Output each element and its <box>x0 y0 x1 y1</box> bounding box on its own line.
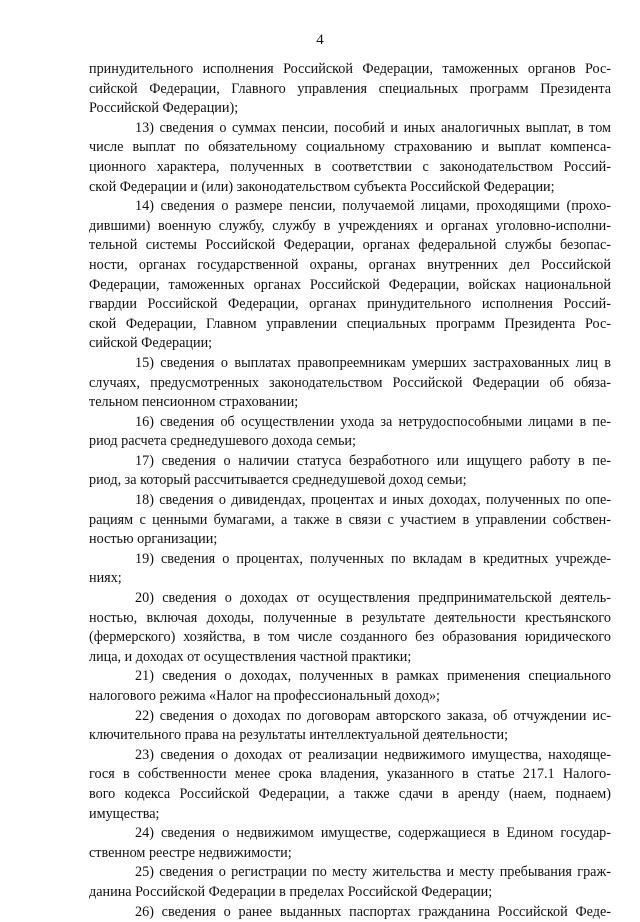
text-line: тельной системы Российской Федерации, органах федеральной службы безопас- <box>89 237 611 254</box>
text-line: налогового режима «Налог на профессиональный доход»; <box>89 688 440 704</box>
text-line: ности, органах государственной охраны, органах внутренних дел Российской <box>89 256 611 273</box>
paragraph <box>89 197 611 354</box>
text-line: ностью, включая доходы, полученные в результате деятельности крестьянского <box>89 609 611 626</box>
text-line: ской Федерации, Главном управлении специальных программ Президента Рос- <box>89 315 611 332</box>
paragraph <box>89 667 611 706</box>
text-line: 22) сведения о доходах по договорам авторского заказа, об отчуждении ис- <box>135 707 611 724</box>
text-line: (фермерского) хозяйства, в том числе созданного без образования юридического <box>89 629 611 646</box>
paragraph <box>89 413 611 452</box>
paragraph <box>89 707 611 746</box>
text-line: 16) сведения об осуществлении ухода за нетрудоспособными лицами в пе- <box>135 413 611 430</box>
text-line: 21) сведения о доходах, полученных в рамках применения специального <box>135 668 611 685</box>
page-number: 4 <box>316 32 324 48</box>
text-line: принудительного исполнения Российской Федерации, таможенных органов Рос- <box>89 61 611 77</box>
text-line: Российской Федерации); <box>89 100 239 117</box>
paragraph <box>89 60 611 119</box>
text-line: 14) сведения о размере пенсии, получаемой лицами, проходящими (прохо- <box>135 198 611 215</box>
text-line: риод, за который рассчитывается среднедушевой доход семьи; <box>89 472 467 489</box>
text-line: вого кодекса Российской Федерации, а также сдачи в аренду (наем, поднаем) <box>89 785 611 802</box>
text-line: гвардии Российской Федерации, органах принудительного исполнения Россий- <box>89 296 611 313</box>
text-line: данина Российской Федерации в пределах Российской Федерации; <box>89 883 493 900</box>
text-line: случаях, предусмотренных законодательством Российской Федерации об обяза- <box>89 374 611 391</box>
paragraph <box>89 491 611 550</box>
text-line: ключительного права на результаты интеллектуальной деятельности; <box>89 727 509 744</box>
text-line: дившими) военную службу, службу в учреждениях и органах уголовно-исполни- <box>89 217 611 234</box>
text-line: числе выплат по обязательному социальному страхованию и выплат компенса- <box>89 139 611 156</box>
text-line: ционного характера, полученных в соответствии с законодательством Россий- <box>89 158 611 175</box>
text-line: ственном реестре недвижимости; <box>89 844 292 861</box>
text-line: сийской Федерации; <box>89 335 213 352</box>
text-line: 23) сведения о доходах от реализации недвижимого имущества, находяще- <box>135 746 611 763</box>
text-line: рациям с ценными бумагами, а также в связи с участием в управлении собствен- <box>89 511 611 528</box>
text-line: гося в собственности менее срока владения, указанного в статье 217.1 Налого- <box>89 766 611 783</box>
text-line: 24) сведения о недвижимом имуществе, содержащиеся в Едином государ- <box>135 825 611 842</box>
text-line: 25) сведения о регистрации по месту жительства и месту пребывания граж- <box>135 864 611 881</box>
text-line: ской Федерации и (или) законодательством субъекта Российской Федерации; <box>89 178 555 195</box>
text-line: 20) сведения о доходах от осуществления предпринимательской деятель- <box>135 590 611 607</box>
text-line: ниях; <box>89 570 122 587</box>
paragraph <box>89 824 611 863</box>
paragraph <box>89 589 611 667</box>
text-line: 13) сведения о суммах пенсии, пособий и иных аналогичных выплат, в том <box>135 119 611 136</box>
text-line: ностью организации; <box>89 531 218 548</box>
text-line: 18) сведения о дивидендах, процентах и иных доходах, полученных по опе- <box>135 492 611 509</box>
paragraph <box>89 863 611 902</box>
text-line: 19) сведения о процентах, полученных по вкладам в кредитных учрежде- <box>135 550 611 567</box>
paragraph <box>89 550 611 589</box>
text-line: имущества; <box>89 805 160 822</box>
text-line: 15) сведения о выплатах правопреемникам умерших застрахованных лиц в <box>135 354 611 371</box>
document-body <box>89 60 611 922</box>
paragraph <box>89 903 611 922</box>
paragraph <box>89 354 611 413</box>
text-line: 26) сведения о ранее выданных паспортах гражданина Российской Феде- <box>135 903 611 920</box>
text-line: тельном пенсионном страховании; <box>89 394 299 411</box>
text-line: лица, и доходах от осуществления частной практики; <box>89 648 412 665</box>
text-line: 17) сведения о наличии статуса безработного или ищущего работу в пе- <box>135 452 611 469</box>
text-line: сийской Федерации, Главного управления специальных программ Президента <box>89 80 611 97</box>
paragraph <box>89 746 611 824</box>
paragraph <box>89 119 611 197</box>
text-line: риод расчета среднедушевого дохода семьи; <box>89 433 356 450</box>
text-line: Федерации, таможенных органах Российской Федерации, войсках национальной <box>89 276 611 293</box>
paragraph <box>89 452 611 491</box>
